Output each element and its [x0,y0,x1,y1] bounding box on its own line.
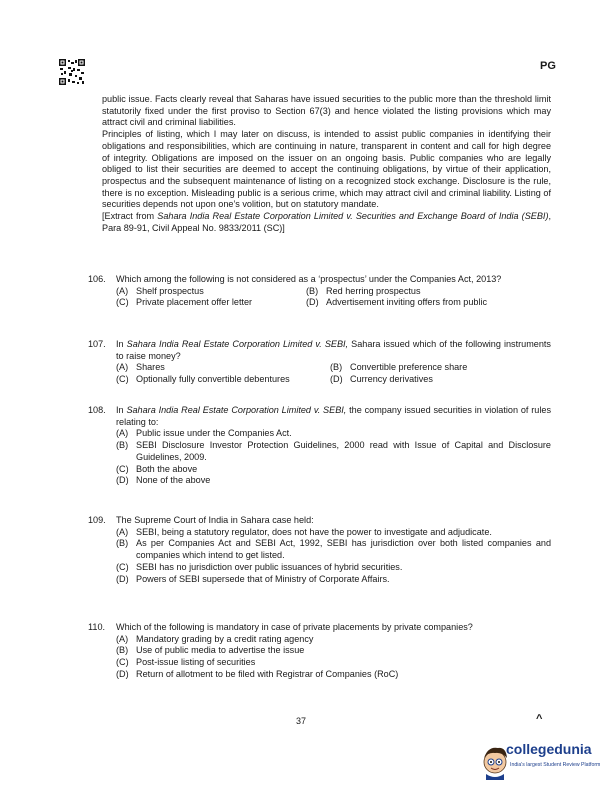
option-a[interactable] [116,634,551,646]
question-text-suffix: Sahara issued which of the following instruments to raise money? [116,339,551,361]
option-text: Mandatory grading by a credit rating agency [136,633,314,644]
option-a[interactable] [116,527,551,539]
option-text: SEBI has no jurisdiction over public issuances of hybrid securities. [136,561,403,572]
option-label: (D) [116,573,129,584]
passage-paragraph-2: Principles of listing, which I may later on discuss, is intended to assist public companies in identifying their obligations and responsibilities, which are continuing in nature, transparent in content and call for high degree of integrity. Obligations are imposed on the issuer on an ongoing basis. Public companies who are legally obliged to list their securities are deemed to accept the continuing obligations, by virtue of their application, prospectus and the subsequent maintenance of listing on a recognized stock exchange. Disclosure is the rule, there is no exception. Misleading public is a serious crime, which may attract civil and criminal liability. Listing of securities depends not upon one’s volition, but on statutory mandate. [102,129,551,210]
case-passage [102,94,551,234]
page-number: 37 [296,716,307,726]
option-label: (D) [330,374,343,385]
question-case-name: Sahara India Real Estate Corporation Limited v. SEBI, [126,405,347,415]
option-c[interactable] [116,657,551,669]
citation-prefix: [Extract from [102,211,158,222]
option-text: Advertisement inviting offers from public [326,297,488,308]
option-text: Shelf prospectus [136,285,204,296]
option-text: Currency derivatives [350,374,433,385]
question-text [116,405,551,428]
option-b[interactable] [116,538,551,561]
option-d[interactable] [116,475,551,487]
question-text-prefix: In [116,405,127,415]
option-label: (D) [116,475,129,486]
option-label: (A) [116,526,129,537]
option-text: None of the above [136,475,211,486]
question-number: 110. [88,622,106,632]
option-text: Both the above [136,463,198,474]
option-label: (B) [306,285,319,296]
option-text: Post-issue listing of securities [136,657,256,668]
option-label: (D) [116,668,129,679]
option-b[interactable] [116,440,551,463]
passage-paragraph-1: public issue. Facts clearly reveal that Saharas have issued securities to the public more than the threshold limit statutorily fixed under the first proviso to Section 67(3) and hence violated the listing provisions which may attract civil and criminal liabilities. [102,94,551,128]
option-label: (A) [116,428,129,439]
option-d[interactable] [116,669,551,681]
option-text: Use of public media to advertise the issue [136,645,305,656]
citation-suffix: , Para 89-91, Civil Appeal No. 9833/2011 (SC)] [102,211,551,233]
option-text: Red herring prospectus [326,285,421,296]
question-text-suffix: the company issued securities in violation of rules relating to: [116,405,551,427]
option-a[interactable] [116,286,306,298]
question-text: Which among the following is not considered as a ‘prospectus’ under the Companies Act, 2013? [116,274,502,284]
option-label: (A) [116,362,129,373]
option-label: (D) [306,297,319,308]
option-text: Optionally fully convertible debentures [136,374,290,385]
citation-case-name: Sahara India Real Estate Corporation Limited v. Securities and Exchange Board of India (SEBI) [157,211,549,222]
question-109 [88,515,551,585]
caret-up-icon[interactable]: ^ [536,713,543,725]
qr-code-icon [59,59,85,85]
option-label: (C) [116,463,129,474]
question-107 [88,339,551,386]
option-label: (B) [116,440,129,451]
option-c[interactable] [116,297,306,309]
option-label: (B) [330,362,343,373]
option-b[interactable] [116,645,551,657]
question-text-prefix: In [116,339,127,349]
question-text: The Supreme Court of India in Sahara case held: [116,515,314,525]
question-number: 106. [88,274,106,284]
option-c[interactable] [116,464,551,476]
question-number: 109. [88,515,106,525]
question-number: 107. [88,339,106,349]
option-d[interactable] [330,374,433,386]
page-code: PG [540,60,556,72]
option-text: SEBI, being a statutory regulator, does not have the power to investigate and adjudicate. [136,526,492,537]
option-text: Powers of SEBI supersede that of Ministry of Corporate Affairs. [136,573,390,584]
option-c[interactable] [116,374,330,386]
brand-tagline: India's largest Student Review Platform [510,762,601,768]
option-c[interactable] [116,562,551,574]
brand-name[interactable]: collegedunia [506,741,592,757]
option-label: (C) [116,374,129,385]
option-text: Return of allotment to be filed with Registrar of Companies (RoC) [136,668,399,679]
question-110 [88,622,551,681]
option-text: As per Companies Act and SEBI Act, 1992, SEBI has jurisdiction over both listed companies and companies which intend to get listed. [136,538,551,561]
option-text: Convertible preference share [350,362,468,373]
question-108 [88,405,551,487]
option-a[interactable] [116,428,551,440]
option-d[interactable] [306,297,487,309]
question-106 [88,274,551,309]
option-label: (B) [116,538,129,549]
option-label: (A) [116,633,129,644]
option-text: Public issue under the Companies Act. [136,428,292,439]
option-label: (C) [116,297,129,308]
option-b[interactable] [306,286,421,298]
passage-citation [102,211,551,234]
option-a[interactable] [116,362,330,374]
option-label: (A) [116,285,129,296]
option-d[interactable] [116,574,551,586]
option-label: (B) [116,645,129,656]
option-label: (C) [116,561,129,572]
option-b[interactable] [330,362,467,374]
question-text [116,339,551,362]
question-text: Which of the following is mandatory in case of private placements by private companies? [116,622,473,632]
option-text: SEBI Disclosure Investor Protection Guidelines, 2000 read with Issue of Capital and Disclosure Guidelines, 2009. [136,440,551,462]
option-label: (C) [116,657,129,668]
question-case-name: Sahara India Real Estate Corporation Limited v. SEBI, [126,339,349,349]
question-number: 108. [88,405,106,415]
option-text: Shares [136,362,165,373]
option-text: Private placement offer letter [136,297,253,308]
